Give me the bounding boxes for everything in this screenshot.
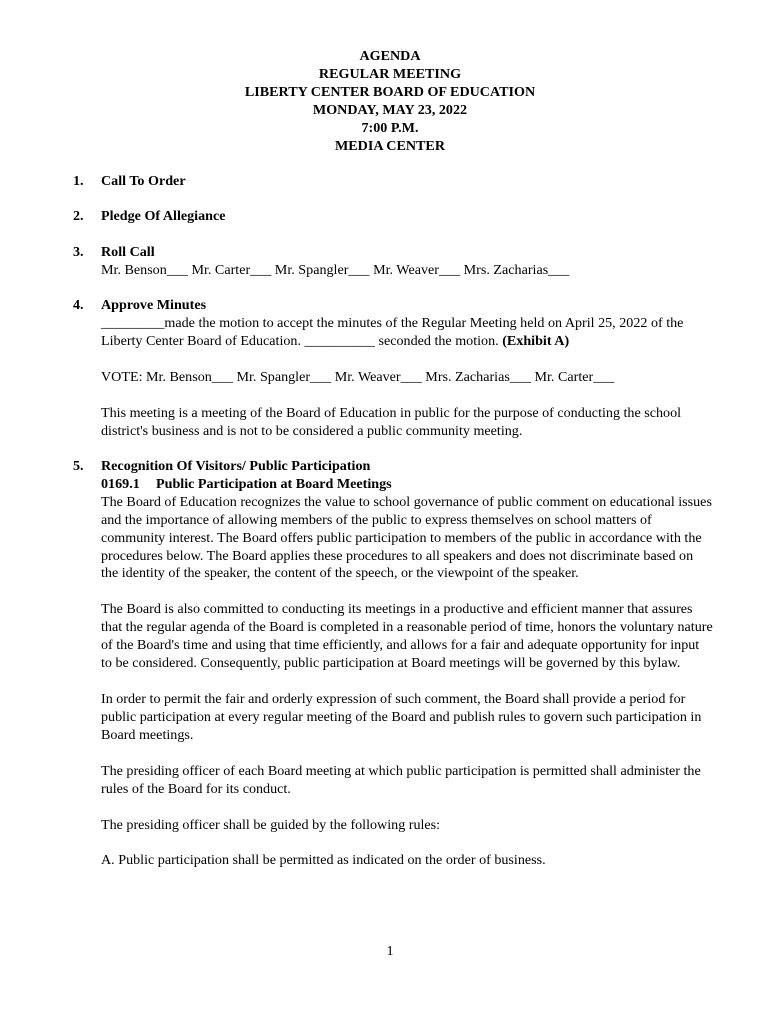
agenda-header: [0, 47, 770, 155]
header-meeting-type: REGULAR MEETING: [318, 66, 462, 82]
item-number: 2.: [73, 208, 84, 224]
policy-paragraph-1: The Board of Education recognizes the value to school governance of public comment on educational issues and the importance of allowing members of the public to express themselves on school matters of community interest. The Board offers public participation to members of the public in accordance with the procedures below. The Board applies these procedures to all speakers and does not discriminate based on the identity of the speaker, the content of the speech, or the viewpoint of the speaker.: [101, 493, 712, 582]
exhibit-reference: (Exhibit A): [502, 332, 570, 349]
motion-text: [101, 315, 713, 351]
agenda-item-public-participation: [73, 458, 713, 870]
item-number: 1.: [73, 173, 84, 189]
policy-heading: [101, 476, 713, 494]
policy-code: 0169.1: [101, 475, 140, 492]
item-number: 4.: [73, 297, 84, 313]
agenda-item-call-to-order: [73, 173, 713, 191]
motion-sentence: _________made the motion to accept the minutes of the Regular Meeting held on April 25, 2022 of the Liberty Center Board of Education. __________ seconded the motion.: [101, 314, 684, 349]
header-location: MEDIA CENTER: [334, 138, 446, 154]
header-agenda: AGENDA: [359, 48, 421, 64]
policy-paragraph-3: In order to permit the fair and orderly expression of such comment, the Board shall provide a period for public participation at every regular meeting of the Board and publish rules to govern such participation in Board meetings.: [101, 690, 702, 743]
item-number: 3.: [73, 244, 84, 260]
header-date: MONDAY, MAY 23, 2022: [312, 102, 468, 118]
item-number: 5.: [73, 458, 84, 474]
header-time: 7:00 P.M.: [361, 120, 419, 136]
item-title: Roll Call: [101, 244, 155, 260]
header-board-name: LIBERTY CENTER BOARD OF EDUCATION: [244, 84, 536, 100]
item-title: Recognition Of Visitors/ Public Participation: [101, 458, 371, 474]
policy-title: Public Participation at Board Meetings: [156, 475, 392, 492]
policy-paragraph-5: The presiding officer shall be guided by the following rules:: [101, 816, 441, 833]
agenda-item-roll-call: [73, 244, 713, 280]
meeting-note: This meeting is a meeting of the Board of Education in public for the purpose of conducting the school district's business and is not to be considered a public community meeting.: [101, 404, 682, 439]
vote-line: VOTE: Mr. Benson___ Mr. Spangler___ Mr. Weaver___ Mrs. Zacharias___ Mr. Carter___: [101, 368, 615, 385]
roll-call-line: Mr. Benson___ Mr. Carter___ Mr. Spangler___ Mr. Weaver___ Mrs. Zacharias___: [101, 261, 570, 278]
policy-paragraph-4: The presiding officer of each Board meeting at which public participation is permitted shall administer the rules of the Board for its conduct.: [101, 762, 701, 797]
rule-a: A. Public participation shall be permitted as indicated on the order of business.: [101, 852, 546, 869]
policy-paragraph-2: The Board is also committed to conducting its meetings in a productive and efficient manner that assures that the regular agenda of the Board is completed in a reasonable period of time, honors the voluntary nature of the Board's time and using that time efficiently, and allows for a fair and adequate opportunity for input to be considered. Consequently, public participation at Board meetings will be governed by this bylaw.: [101, 601, 713, 672]
page-number: 1: [386, 943, 394, 959]
item-title: Pledge Of Allegiance: [101, 208, 226, 224]
item-title: Approve Minutes: [101, 297, 207, 313]
item-title: Call To Order: [101, 173, 186, 189]
agenda-item-approve-minutes: [73, 297, 713, 440]
agenda-item-pledge: [73, 208, 713, 226]
